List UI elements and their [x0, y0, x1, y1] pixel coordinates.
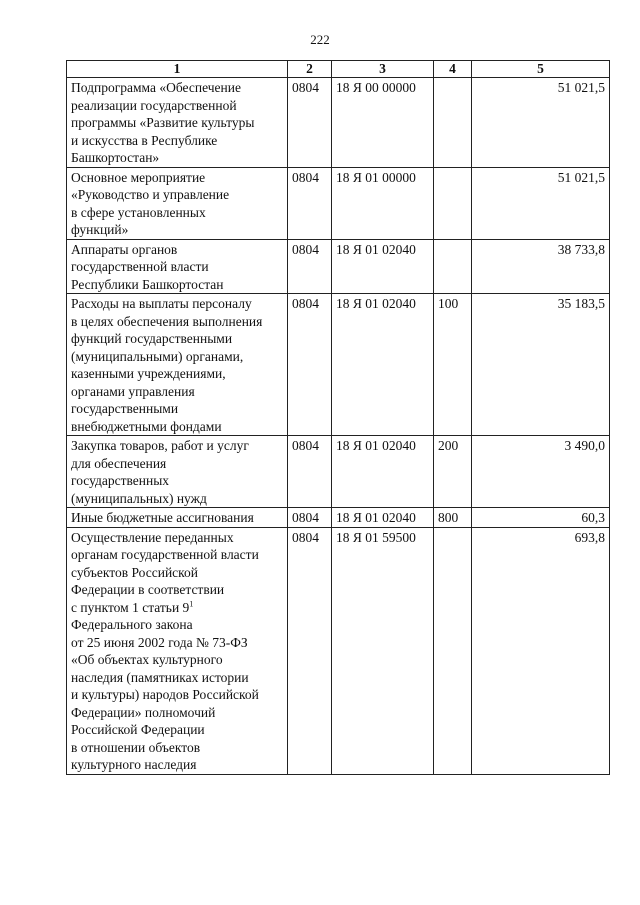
table-row	[67, 239, 610, 294]
row-expense-type	[434, 239, 472, 294]
row-section: 0804	[288, 167, 332, 239]
row-section: 0804	[288, 78, 332, 168]
row-section: 0804	[288, 239, 332, 294]
page-number: 222	[310, 32, 330, 47]
row-expense-type: 100	[434, 294, 472, 436]
row-target-article: 18 Я 00 00000	[332, 78, 434, 168]
row-target-article: 18 Я 01 02040	[332, 239, 434, 294]
row-name: Аппараты органов государственной власти Республики Башкортостан	[67, 239, 288, 294]
table-row	[67, 167, 610, 239]
row-name-part-2: Федерального закона от 25 июня 2002 года № 73-ФЗ «Об объектах культурного наследия (памятниках истории и культуры) народов Российской Федерации» полномочий Российской Федерации в отношении объектов культурного наследия	[71, 617, 259, 772]
table-row	[67, 78, 610, 168]
row-name	[67, 527, 288, 774]
row-section: 0804	[288, 294, 332, 436]
budget-table	[66, 60, 610, 775]
row-name: Иные бюджетные ассигнования	[67, 508, 288, 528]
row-target-article: 18 Я 01 59500	[332, 527, 434, 774]
row-amount: 38 733,8	[472, 239, 610, 294]
row-name: Подпрограмма «Обеспечение реализации государственной программы «Развитие культуры и искусства в Республике Башкортостан»	[67, 78, 288, 168]
row-expense-type: 200	[434, 436, 472, 508]
header-col-5: 5	[472, 61, 610, 78]
row-target-article: 18 Я 01 02040	[332, 508, 434, 528]
row-name-part-1: Осуществление переданных органам государственной власти субъектов Российской Федерации в соответствии с пунктом 1 статьи 9	[71, 529, 259, 615]
header-col-1: 1	[67, 61, 288, 78]
row-target-article: 18 Я 01 02040	[332, 436, 434, 508]
row-name: Закупка товаров, работ и услуг для обеспечения государственных (муниципальных) нужд	[67, 436, 288, 508]
table-row	[67, 508, 610, 528]
footnote-superscript: 1	[189, 599, 194, 608]
row-expense-type	[434, 527, 472, 774]
row-amount: 60,3	[472, 508, 610, 528]
row-amount: 51 021,5	[472, 167, 610, 239]
row-expense-type	[434, 167, 472, 239]
table-row	[67, 294, 610, 436]
row-name: Расходы на выплаты персоналу в целях обеспечения выполнения функций государственными (муниципальными) органами, казенными учреждениями, органами управления государственными внебюджетными фондами	[67, 294, 288, 436]
header-col-3: 3	[332, 61, 434, 78]
row-target-article: 18 Я 01 02040	[332, 294, 434, 436]
row-section: 0804	[288, 527, 332, 774]
row-expense-type	[434, 78, 472, 168]
table-row	[67, 527, 610, 774]
row-amount: 51 021,5	[472, 78, 610, 168]
row-expense-type: 800	[434, 508, 472, 528]
row-name: Основное мероприятие «Руководство и управление в сфере установленных функций»	[67, 167, 288, 239]
row-amount: 693,8	[472, 527, 610, 774]
header-col-2: 2	[288, 61, 332, 78]
row-section: 0804	[288, 508, 332, 528]
row-amount: 3 490,0	[472, 436, 610, 508]
row-section: 0804	[288, 436, 332, 508]
row-amount: 35 183,5	[472, 294, 610, 436]
row-target-article: 18 Я 01 00000	[332, 167, 434, 239]
header-row	[67, 61, 610, 78]
table-row	[67, 436, 610, 508]
header-col-4: 4	[434, 61, 472, 78]
